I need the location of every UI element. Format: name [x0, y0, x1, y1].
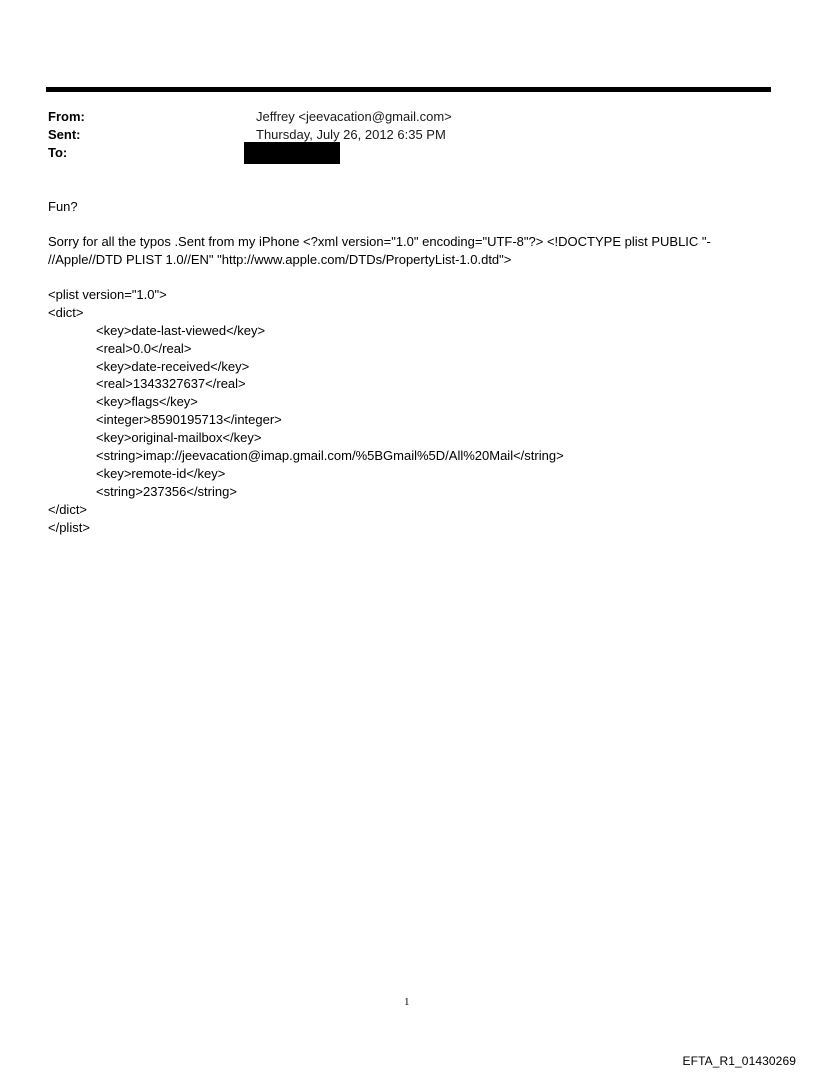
plist-line: <string>imap://jeevacation@imap.gmail.com/%5BGmail%5D/All%20Mail</string> — [96, 448, 564, 464]
sent-label: Sent: — [48, 127, 81, 142]
plist-line: <key>remote-id</key> — [96, 465, 226, 481]
plist-line: </plist> — [48, 519, 90, 535]
from-value: Jeffrey <jeevacation@gmail.com> — [256, 109, 452, 124]
body-greeting: Fun? — [48, 199, 78, 214]
to-redaction-box — [244, 142, 340, 164]
sent-value: Thursday, July 26, 2012 6:35 PM — [256, 127, 446, 142]
plist-line: <key>flags</key> — [96, 394, 198, 410]
header-divider — [46, 87, 771, 92]
plist-line: <string>237356</string> — [96, 483, 237, 499]
plist-line: <integer>8590195713</integer> — [96, 412, 282, 428]
body-line-1: Sorry for all the typos .Sent from my iPhone <?xml version="1.0" encoding="UTF-8"?> <!DOCTYPE plist PUBLIC "- — [48, 234, 711, 249]
from-label: From: — [48, 109, 85, 124]
page-number: 1 — [404, 996, 410, 1008]
plist-line: <plist version="1.0"> — [48, 287, 167, 302]
plist-line: <key>date-last-viewed</key> — [96, 322, 266, 338]
plist-line: <real>1343327637</real> — [96, 376, 246, 392]
plist-line: <key>date-received</key> — [96, 358, 250, 374]
to-label: To: — [48, 145, 68, 160]
body-line-2: //Apple//DTD PLIST 1.0//EN" "http://www.apple.com/DTDs/PropertyList-1.0.dtd"> — [48, 252, 512, 267]
plist-line: <key>original-mailbox</key> — [96, 430, 262, 446]
bates-number: EFTA_R1_01430269 — [682, 1054, 796, 1068]
plist-line: <dict> — [48, 304, 84, 320]
plist-block — [48, 286, 564, 536]
plist-line: </dict> — [48, 501, 88, 517]
plist-line: <real>0.0</real> — [96, 340, 192, 356]
